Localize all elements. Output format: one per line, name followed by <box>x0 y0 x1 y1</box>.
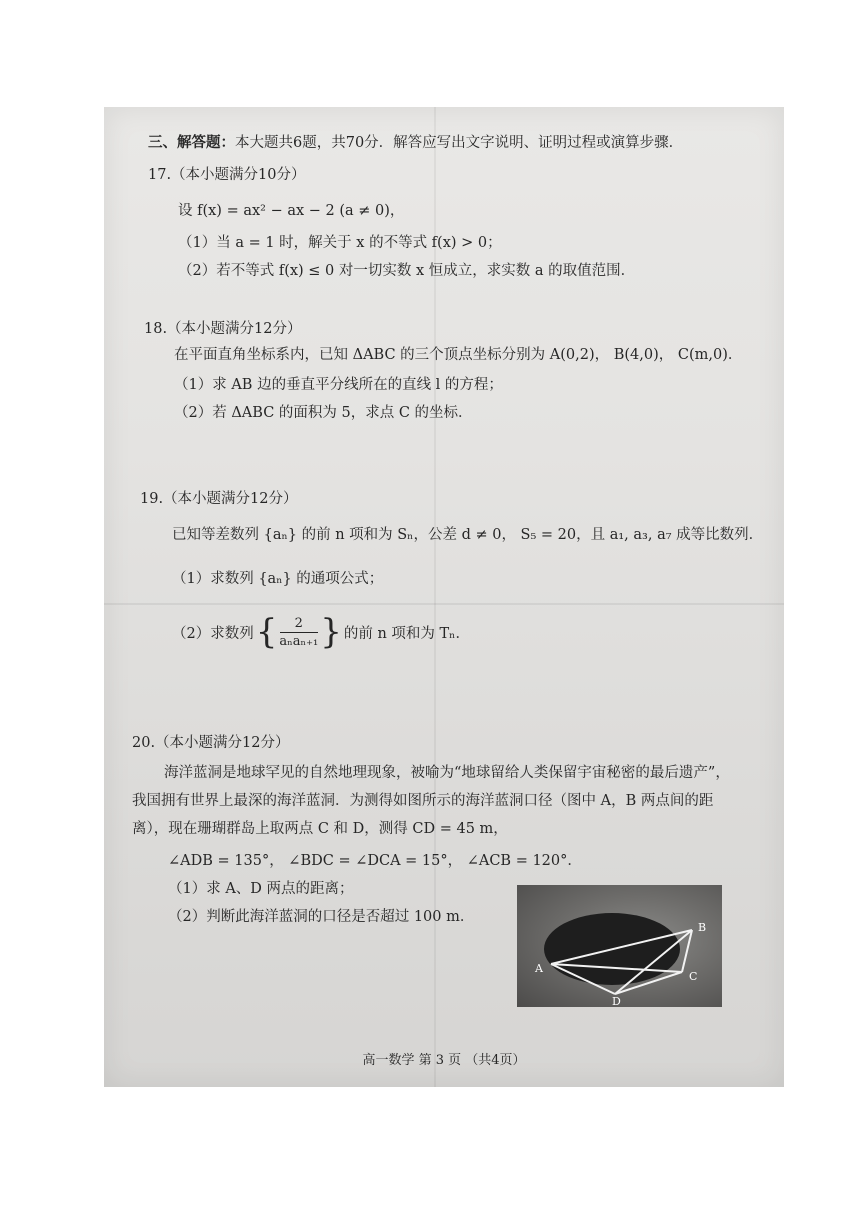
q19-part2 <box>172 612 470 652</box>
q19-part1: （1）求数列 {aₙ} 的通项公式； <box>172 571 384 587</box>
q17-title: 17.（本小题满分10分） <box>148 167 306 183</box>
q18-stem: 在平面直角坐标系内，已知 ΔABC 的三个顶点坐标分别为 A(0,2)， B(4,0)， C(m,0)． <box>174 347 743 363</box>
paper-fold-vertical <box>434 107 436 1087</box>
q17-part1: （1）当 a = 1 时，解关于 x 的不等式 f(x) > 0； <box>178 235 502 251</box>
section-heading: 三、解答题： <box>148 134 235 151</box>
fraction-numerator: 2 <box>294 615 303 631</box>
blue-hole-photo <box>517 885 722 1007</box>
q20-line3: 离），现在珊瑚群岛上取两点 C 和 D，测得 CD = 45 m， <box>132 821 508 837</box>
page-footer: 高一数学 第 3 页 （共4页） <box>362 1053 526 1068</box>
fraction-bar <box>280 632 318 633</box>
q20-part1: （1）求 A、D 两点的距离； <box>168 881 354 897</box>
q19-part2-suffix: 的前 n 项和为 Tₙ． <box>343 625 470 642</box>
q20-line1: 海洋蓝洞是地球罕见的自然地理现象，被喻为“地球留给人类保留宇宙秘密的最后遗产”， <box>164 765 730 781</box>
label-B: B <box>698 921 707 934</box>
q19-part2-prefix: （2）求数列 <box>172 625 254 642</box>
q19-stem: 已知等差数列 {aₙ} 的前 n 项和为 Sₙ，公差 d ≠ 0， S₅ = 20，且 a₁, a₃, a₇ 成等比数列． <box>172 527 764 543</box>
q20-line4: ∠ADB = 135°， ∠BDC = ∠DCA = 15°， ∠ACB = 120°． <box>168 853 582 869</box>
paper-fold-horizontal <box>104 603 784 605</box>
section-header <box>148 131 683 152</box>
q17-stem: 设 f(x) = ax² − ax − 2 (a ≠ 0)， <box>178 203 405 219</box>
brace-left: { <box>255 612 278 652</box>
blue-hole-diagram <box>517 885 722 1007</box>
label-C: C <box>689 970 698 983</box>
section-instruction: 本大题共6题，共70分．解答应写出文字说明、证明过程或演算步骤． <box>235 135 684 151</box>
fraction-denominator: aₙaₙ₊₁ <box>279 633 319 649</box>
q19-title: 19.（本小题满分12分） <box>140 491 298 507</box>
label-A: A <box>535 962 543 975</box>
q17-part2: （2）若不等式 f(x) ≤ 0 对一切实数 x 恒成立，求实数 a 的取值范围． <box>178 263 636 279</box>
brace-right: } <box>320 612 342 652</box>
q20-line2: 我国拥有世界上最深的海洋蓝洞．为测得如图所示的海洋蓝洞口径（图中 A，B 两点间的距 <box>132 793 714 809</box>
exam-page <box>104 107 784 1087</box>
q20-part2: （2）判断此海洋蓝洞的口径是否超过 100 m． <box>168 909 475 925</box>
fraction <box>279 616 318 649</box>
q18-part1: （1）求 AB 边的垂直平分线所在的直线 l 的方程； <box>174 377 503 393</box>
q18-part2: （2）若 ΔABC 的面积为 5，求点 C 的坐标． <box>174 405 473 421</box>
label-D: D <box>612 995 621 1007</box>
q20-title: 20.（本小题满分12分） <box>132 735 290 751</box>
q18-title: 18.（本小题满分12分） <box>144 321 302 337</box>
